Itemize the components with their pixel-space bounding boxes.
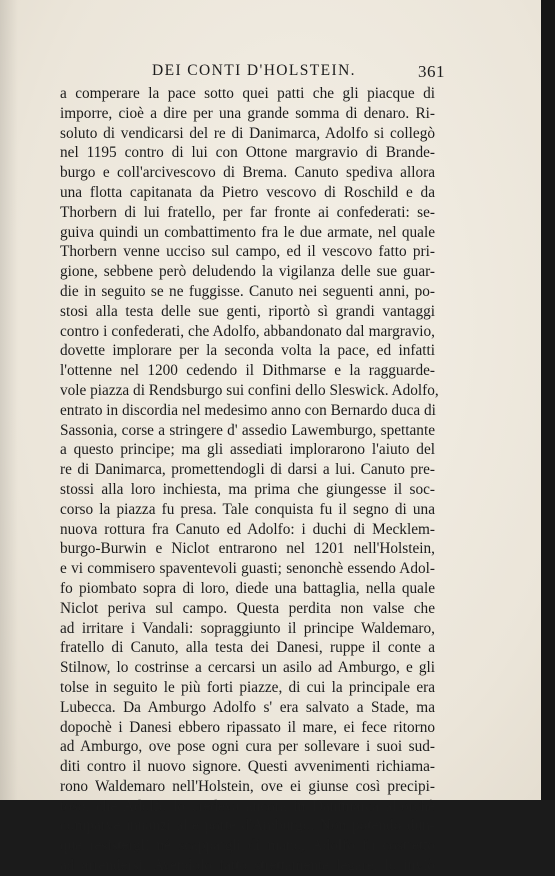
running-title: DEI CONTI D'HOLSTEIN. — [152, 62, 356, 79]
body-text — [60, 84, 439, 876]
text-line: comparve innanzi alle porte d'Amburgo. Non potendo dun- — [60, 817, 435, 835]
text-line: re di Danimarca, promettendogli di darsi a lui. Canuto pre- — [60, 461, 435, 479]
text-line: entrato in discordia nel medesimo anno con Bernardo duca di — [60, 401, 436, 419]
text-line: que resistergli nè scappargli di mano, Adolfo fu costretto — [60, 837, 435, 855]
running-header — [60, 60, 445, 84]
scan-background-edge — [541, 0, 555, 800]
text-line: stosi alla testa delle sue genti, riportò sì grandi vantaggi — [60, 302, 435, 320]
text-line: soluto di vendicarsi del re di Danimarca, Adolfo si collegò — [60, 124, 435, 142]
text-line: fratello di Canuto, alla testa dei Danesi, ruppe il conte a — [60, 639, 435, 657]
text-line: a comperare la pace sotto quei patti che gli piacque di — [60, 85, 435, 102]
text-line: diti contro il nuovo signore. Questi avvenimenti richiama- — [60, 758, 435, 776]
text-line: tolse in seguito le più forti piazze, di cui la principale era — [60, 678, 435, 696]
text-line: die in seguito se ne fuggisse. Canuto nei seguenti anni, po- — [60, 282, 435, 300]
text-line: ad Amburgo, ove pose ogni cura per sollevare i suoi sud- — [60, 738, 435, 756]
text-line: stossi alla loro inchiesta, ma prima che giungesse il soc- — [60, 480, 435, 498]
text-line: corso la piazza fu presa. Tale conquista fu il segno di una — [60, 500, 435, 518]
text-line: nuova rottura fra Canuto ed Adolfo: i duchi di Mecklem- — [60, 520, 435, 538]
text-line: dovette implorare per la seconda volta la pace, ed infatti — [60, 342, 435, 360]
text-line: contro i confederati, che Adolfo, abbandonato dal margravio, — [60, 322, 435, 340]
text-line: Lubecca. Da Amburgo Adolfo s' era salvato a Stade, ma — [60, 698, 435, 716]
text-line: gione, sebbene però deludendo la vigilanza delle sue guar- — [60, 263, 435, 281]
text-line: una flotta capitanata da Pietro vescovo di Roschild e da — [60, 183, 435, 201]
text-line: Thorbern di lui fratello, per far fronte ai confederati: se- — [60, 203, 435, 221]
text-line: guiva quindi un combattimento fra le due armate, nel quale — [60, 223, 435, 241]
text-line: nel 1195 contro di lui con Ottone margravio di Brande- — [60, 144, 435, 162]
text-line: fo piombato sopra di loro, diede una battaglia, nella quale — [60, 579, 435, 597]
text-line: rono Waldemaro nell'Holstein, ove ei giunse così precipi- — [60, 777, 435, 795]
text-line: Niclot periva sul campo. Questa perdita non valse che — [60, 599, 435, 617]
text-line: l'ottenne nel 1200 cedendo il Dithmarse e la ragguarde- — [60, 362, 435, 380]
text-line: Stilnow, lo costrinse a cercarsi un asilo ad Amburgo, e gli — [60, 659, 435, 677]
text-line: ad irritare i Vandali: sopraggiunto il principe Waldemaro, — [60, 619, 435, 637]
page-gutter-shadow — [0, 0, 18, 800]
text-line: dopochè i Danesi ebbero ripassato il mare, ei fece ritorno — [60, 718, 435, 736]
text-line: toso, che Adolfo lo credeva ancora in Danimarca allorchè — [60, 797, 435, 815]
page-number: 361 — [418, 62, 445, 81]
text-line: vole piazza di Rendsburgo sui confini dello Sleswick. Adolfo, — [60, 381, 439, 399]
text-line: a questo principe; ma gli assediati implorarono l'aiuto del — [60, 441, 435, 459]
text-line: Sassonia, corse a stringere d' assedio Lawemburgo, spettante — [60, 421, 435, 439]
text-line: imporre, cioè a dire per una grande somma di denaro. Ri- — [60, 104, 435, 122]
text-line: burgo e coll'arcivescovo di Brema. Canuto spediva allora — [60, 164, 435, 182]
text-line: Thorbern venne ucciso sul campo, ed il vescovo fatto pri- — [60, 243, 435, 261]
text-line: ad arrendersi. Avendolo fatto strettamente legare, lo inviò — [60, 857, 435, 875]
text-line: burgo-Burwin e Niclot entrarono nel 1201 nell'Holstein, — [60, 540, 435, 558]
text-line: e vi commisero spaventevoli guasti; senonchè essendo Adol- — [60, 560, 435, 578]
